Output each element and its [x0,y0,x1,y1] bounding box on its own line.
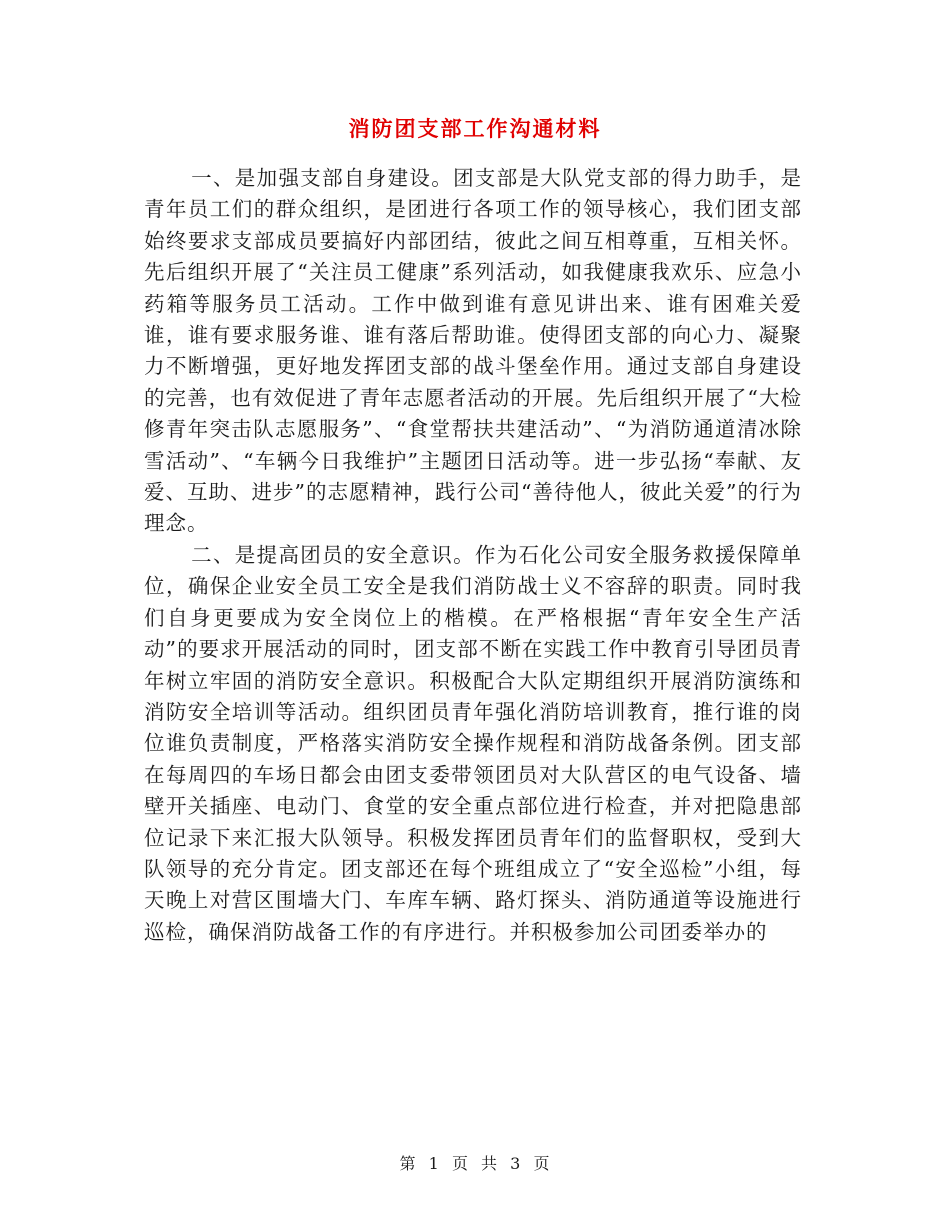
paragraph-2: 二、是提高团员的安全意识。作为石化公司安全服务救援保障单位，确保企业安全员工安全是我们消防战士义不容辞的职责。同时我们自身更要成为安全岗位上的楷模。在严格根据“青年安全生产活动”的要求开展活动的同时，团支部不断在实践工作中教育引导团员青年树立牢固的消防安全意识。积极配合大队定期组织开展消防演练和消防安全培训等活动。组织团员青年强化消防培训教育，推行谁的岗位谁负责制度，严格落实消防安全操作规程和消防战备条例。团支部在每周四的车场日都会由团支委带领团员对大队营区的电气设备、墙壁开关插座、电动门、食堂的安全重点部位进行检查，并对把隐患部位记录下来汇报大队领导。积极发挥团员青年们的监督职权，受到大队领导的充分肯定。团支部还在每个班组成立了“安全巡检”小组，每天晚上对营区围墙大门、车库车辆、路灯探头、消防通道等设施进行巡检，确保消防战备工作的有序进行。并积极参加公司团委举办的 [144,542,802,944]
page-label-mid: 页 [451,1154,469,1173]
total-label-suffix: 页 [533,1154,551,1173]
page-label-prefix: 第 [399,1154,417,1173]
total-page-number: 3 [510,1154,522,1173]
document-title: 消防团支部工作沟通材料 [348,116,602,141]
page-footer [0,1151,950,1174]
total-label-prefix: 共 [481,1154,499,1173]
document-body [144,163,802,948]
paragraph-1: 一、是加强支部自身建设。团支部是大队党支部的得力助手，是青年员工们的群众组织，是团进行各项工作的领导核心，我们团支部始终要求支部成员要搞好内部团结，彼此之间互相尊重，互相关怀。先后组织开展了“关注员工健康”系列活动，如我健康我欢乐、应急小药箱等服务员工活动。工作中做到谁有意见讲出来、谁有困难关爱谁，谁有要求服务谁、谁有落后帮助谁。使得团支部的向心力、凝聚力不断增强，更好地发挥团支部的战斗堡垒作用。通过支部自身建设的完善，也有效促进了青年志愿者活动的开展。先后组织开展了“大检修青年突击队志愿服务”、“食堂帮扶共建活动”、“为消防通道清冰除雪活动”、“车辆今日我维护”主题团日活动等。进一步弘扬“奉献、友爱、互助、进步”的志愿精神，践行公司“善待他人，彼此关爱”的行为理念。 [144,166,802,536]
current-page-number: 1 [428,1154,440,1173]
